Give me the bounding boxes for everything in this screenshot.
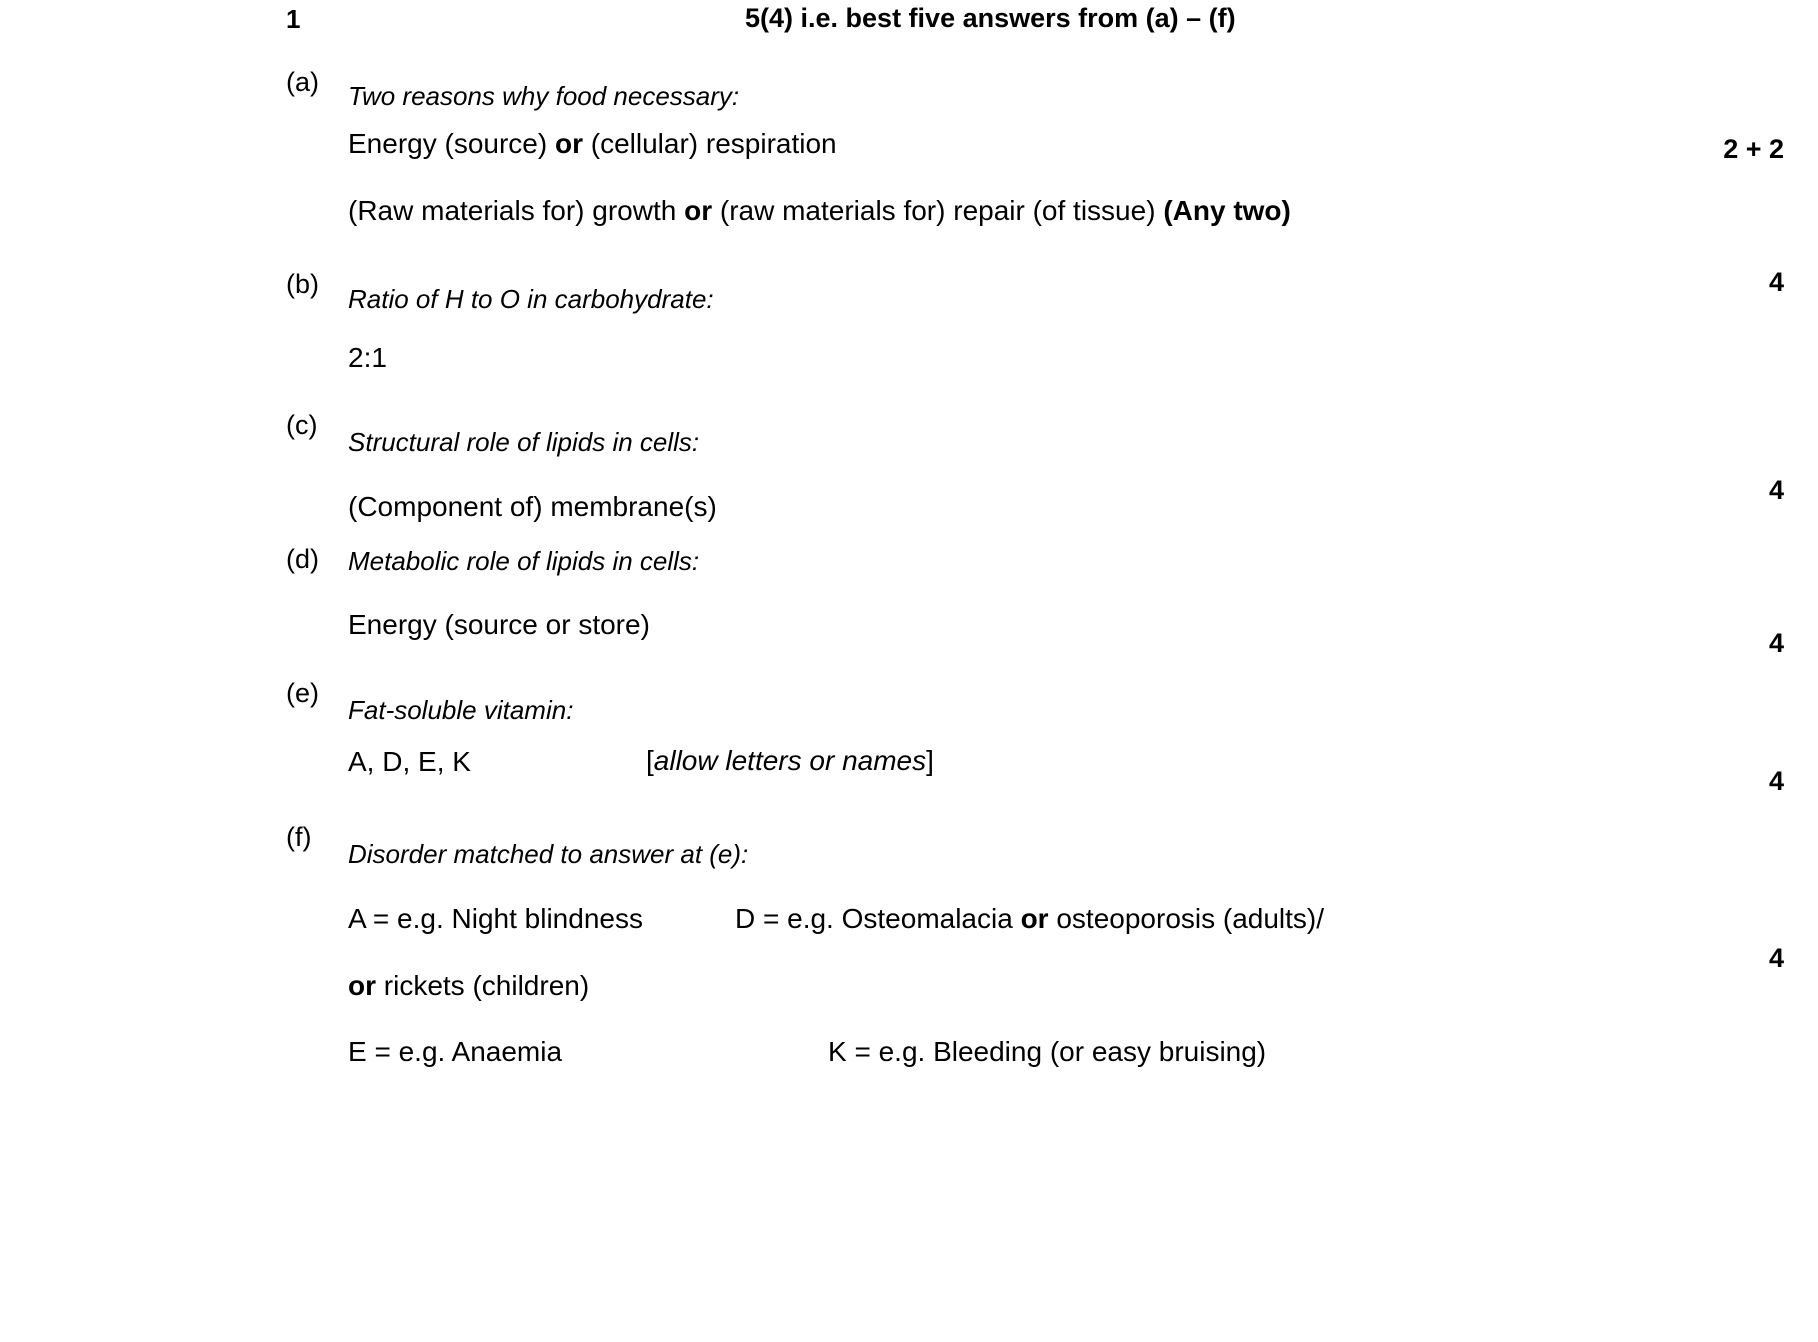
part-d-cue: Metabolic role of lipids in cells: [348, 546, 700, 576]
part-c-cue: Structural role of lipids in cells: [348, 427, 700, 457]
part-f-answer-3-text: rickets (children) [376, 970, 590, 1001]
part-b-answer-1 [348, 340, 387, 376]
part-a-answer-2-text-2: (raw materials for) repair (of tissue) [712, 195, 1164, 226]
part-a-answer-1 [348, 126, 837, 162]
part-label-c: (c) [286, 410, 318, 440]
part-a-answer-1-or: or [554, 128, 583, 159]
part-f-answer-2-text-1: D = e.g. Osteomalacia [735, 903, 1021, 934]
part-f-answer-3 [348, 968, 589, 1004]
part-a-answer-1-text-2: (cellular) respiration [582, 128, 837, 159]
part-d-answer-1 [348, 607, 650, 643]
marks-part-c: 4 [1768, 475, 1784, 505]
part-e-note-bracket-close: ] [926, 745, 934, 776]
part-label-f: (f) [286, 822, 312, 852]
part-e-note-inner: allow letters or names [653, 745, 927, 776]
part-e-note [646, 743, 934, 779]
part-label-e: (e) [286, 678, 319, 708]
part-e-cue: Fat-soluble vitamin: [348, 695, 574, 725]
part-a-answer-2-or: or [684, 195, 713, 226]
part-a-answer-1-text-1: Energy (source) [348, 128, 555, 159]
part-b-answer-1-text: 2:1 [348, 342, 387, 373]
part-f-answer-2-or: or [1020, 903, 1049, 934]
part-f-answer-2-text-2: osteoporosis (adults)/ [1048, 903, 1325, 934]
part-a-answer-2-text-1: (Raw materials for) growth [348, 195, 685, 226]
part-f-answer-2 [735, 901, 1324, 937]
part-label-a: (a) [286, 67, 319, 97]
part-label-d: (d) [286, 544, 319, 574]
marks-part-d: 4 [1768, 628, 1784, 658]
marks-part-b: 4 [1768, 267, 1784, 297]
marks-part-e: 4 [1768, 766, 1784, 796]
page-title: 5(4) i.e. best five answers from (a) – (f) [745, 3, 1236, 33]
part-c-answer-1-text: (Component of) membrane(s) [348, 491, 717, 522]
part-a-answer-2 [348, 193, 1291, 229]
part-label-b: (b) [286, 269, 319, 299]
question-number: 1 [286, 4, 301, 34]
marks-part-f: 4 [1768, 943, 1784, 973]
part-f-answer-5 [828, 1034, 1266, 1070]
part-f-answer-1 [348, 901, 643, 937]
part-e-answer-1 [348, 744, 471, 780]
part-e-answer-1-text: A, D, E, K [348, 746, 471, 777]
part-e-note-bracket-open: [ [646, 745, 654, 776]
part-a-cue: Two reasons why food necessary: [348, 81, 740, 111]
part-f-answer-4-text: E = e.g. Anaemia [348, 1036, 563, 1067]
part-b-cue: Ratio of H to O in carbohydrate: [348, 284, 714, 314]
marks-part-a: 2 + 2 [1723, 134, 1784, 164]
part-c-answer-1 [348, 489, 717, 525]
part-f-answer-5-text: K = e.g. Bleeding (or easy bruising) [828, 1036, 1267, 1067]
part-f-answer-4 [348, 1034, 562, 1070]
part-f-answer-3-or: or [348, 970, 376, 1001]
part-a-answer-2-anytwo: (Any two) [1163, 195, 1291, 226]
part-d-answer-1-text: Energy (source or store) [348, 609, 650, 640]
part-f-answer-1-text: A = e.g. Night blindness [348, 903, 643, 934]
part-f-cue: Disorder matched to answer at (e): [348, 839, 749, 869]
